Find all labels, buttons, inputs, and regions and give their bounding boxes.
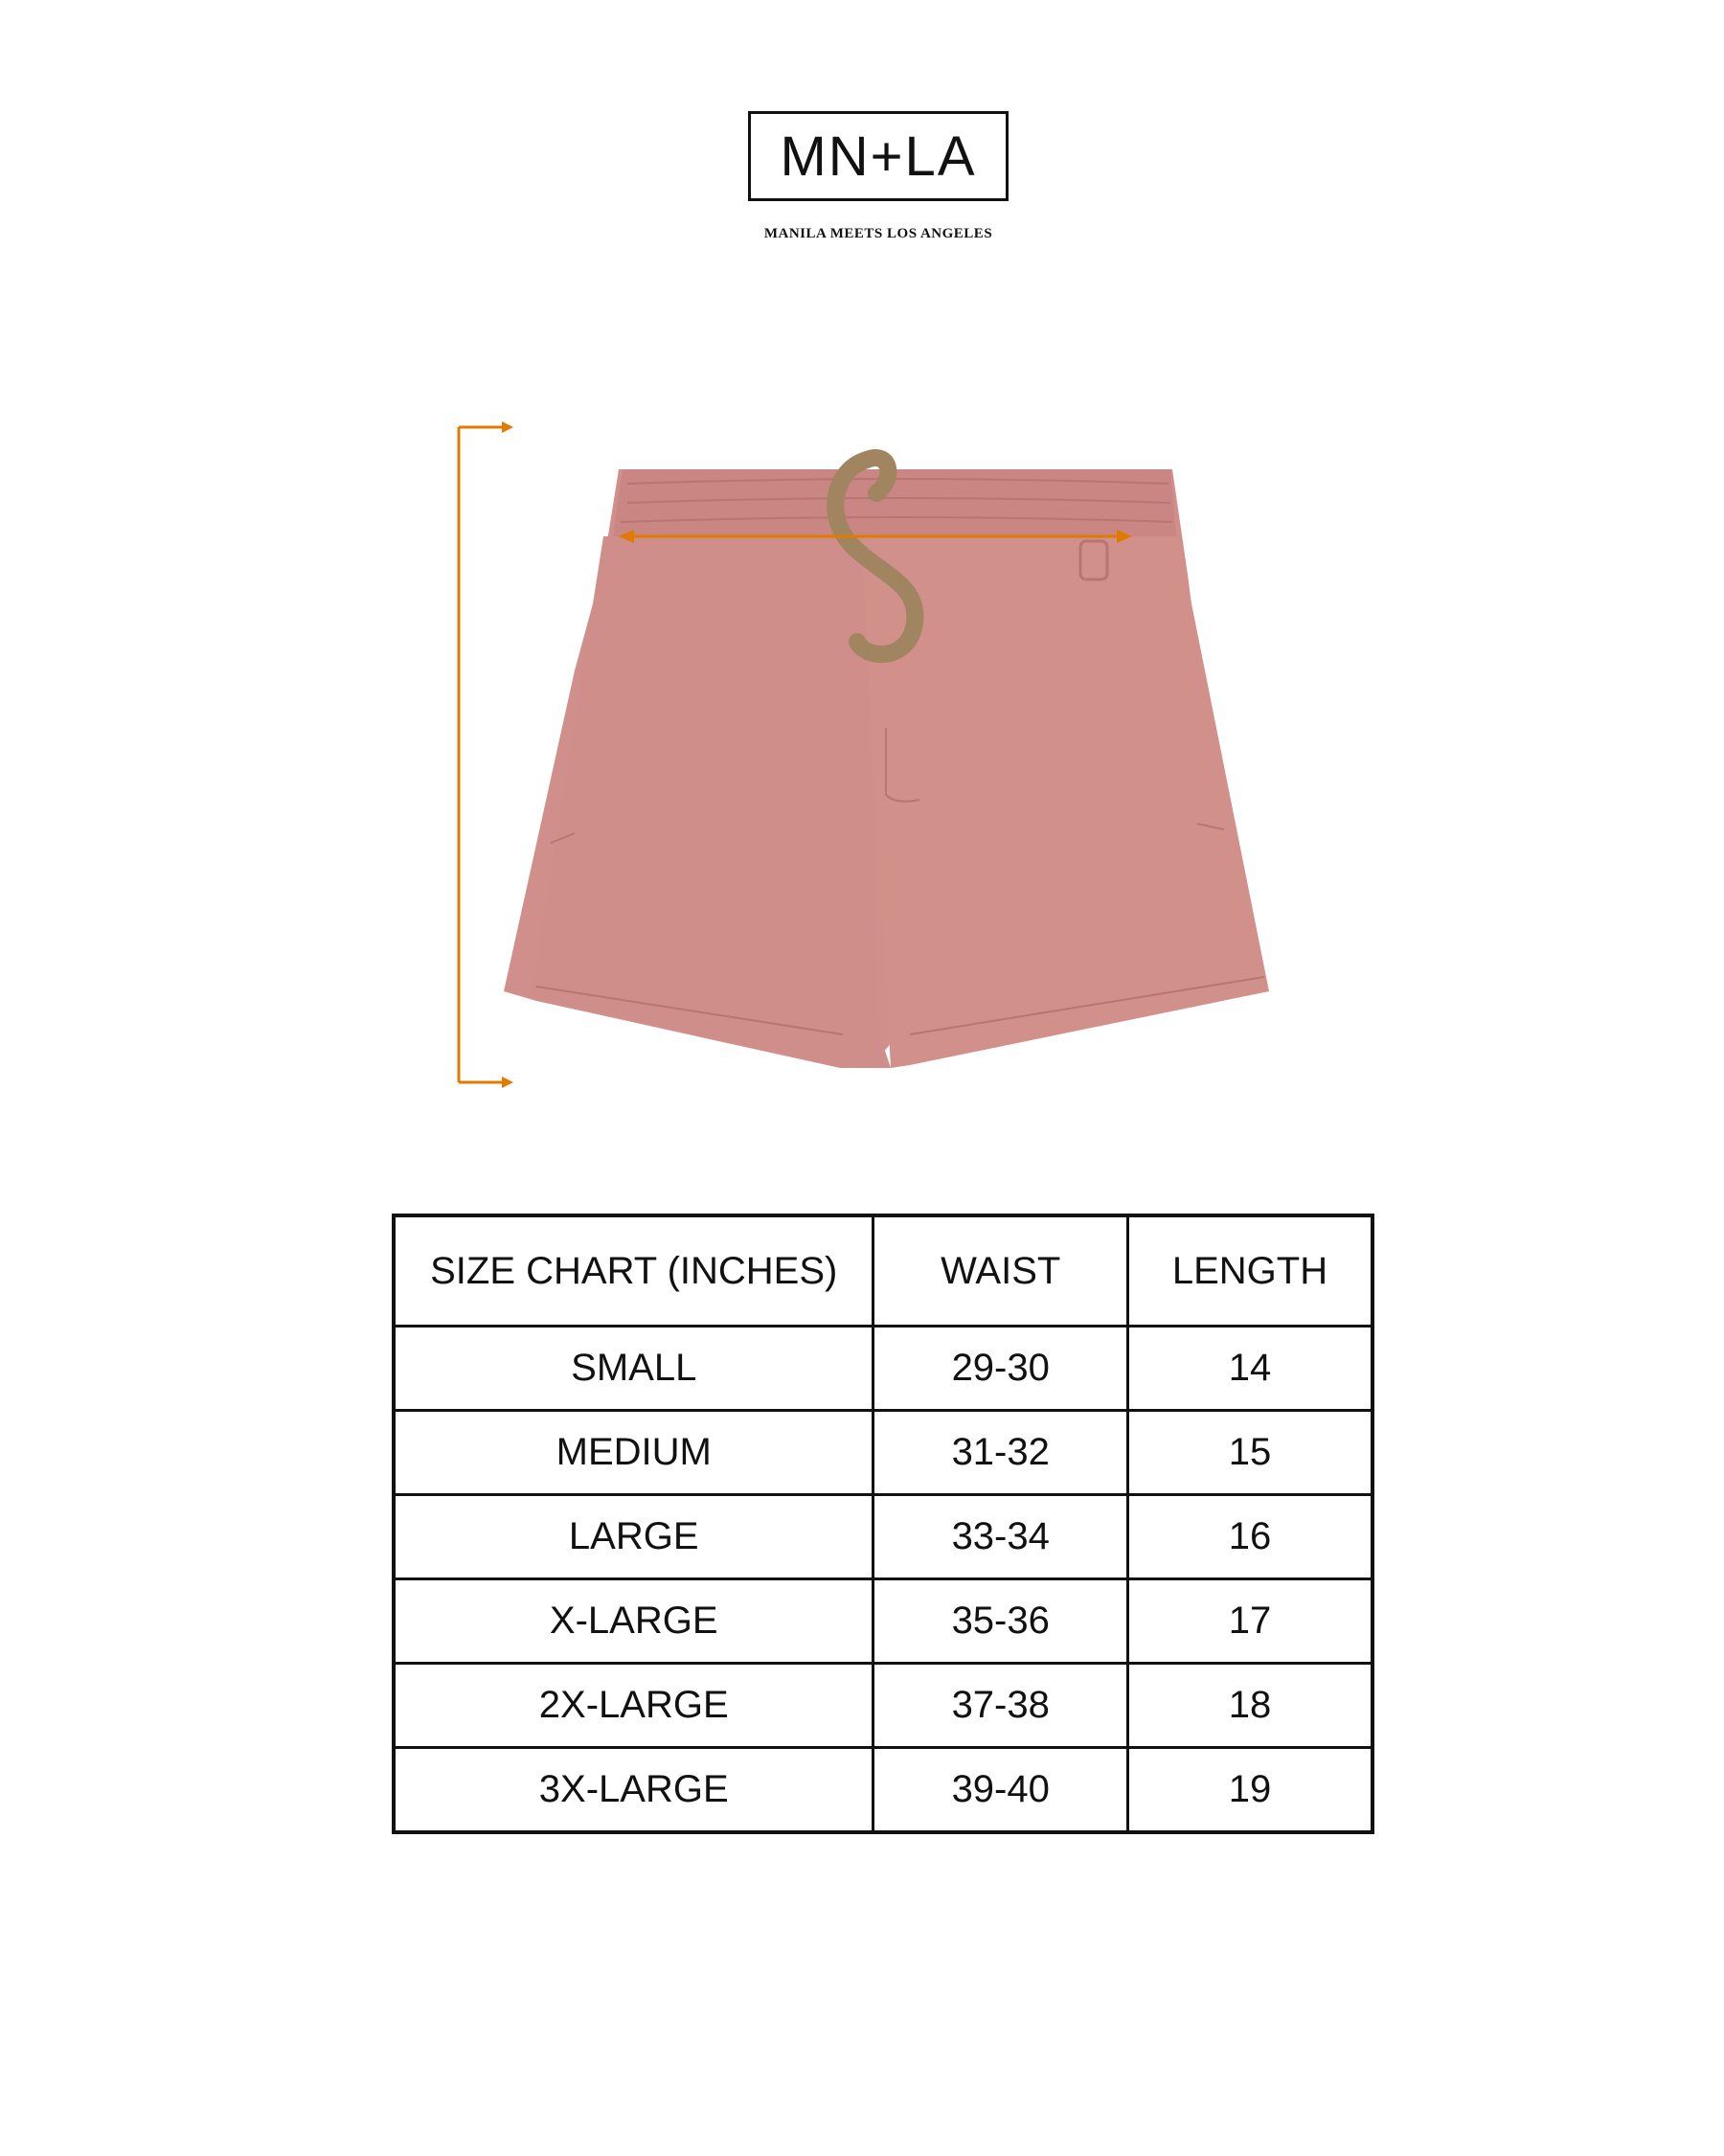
cell-length: 19 (1127, 1748, 1372, 1833)
table-row (394, 1748, 1372, 1833)
table-row (394, 1664, 1372, 1748)
cell-length: 17 (1127, 1579, 1372, 1664)
header-waist: WAIST (873, 1215, 1128, 1327)
table-row (394, 1579, 1372, 1664)
cell-waist: 37-38 (873, 1664, 1128, 1748)
cell-length: 18 (1127, 1664, 1372, 1748)
cell-length: 15 (1127, 1411, 1372, 1495)
table-header-row (394, 1215, 1372, 1327)
cell-size: SMALL (394, 1327, 873, 1411)
cell-length: 14 (1127, 1327, 1372, 1411)
table-row (394, 1495, 1372, 1579)
table-row (394, 1327, 1372, 1411)
shorts-image (504, 458, 1269, 1068)
cell-length: 16 (1127, 1495, 1372, 1579)
brand-tagline: MANILA MEETS LOS ANGELES (763, 226, 993, 241)
cell-size: LARGE (394, 1495, 873, 1579)
cell-waist: 29-30 (873, 1327, 1128, 1411)
logo-text: MN+LA (780, 125, 977, 188)
cell-size: 3X-LARGE (394, 1748, 873, 1833)
cell-size: MEDIUM (394, 1411, 873, 1495)
header-size: SIZE CHART (INCHES) (394, 1215, 873, 1327)
header-length: LENGTH (1127, 1215, 1372, 1327)
table-row (394, 1411, 1372, 1495)
cell-waist: 39-40 (873, 1748, 1128, 1833)
cell-size: 2X-LARGE (394, 1664, 873, 1748)
cell-waist: 31-32 (873, 1411, 1128, 1495)
cell-size: X-LARGE (394, 1579, 873, 1664)
size-chart-table (392, 1214, 1374, 1834)
cell-waist: 33-34 (873, 1495, 1128, 1579)
cell-waist: 35-36 (873, 1579, 1128, 1664)
